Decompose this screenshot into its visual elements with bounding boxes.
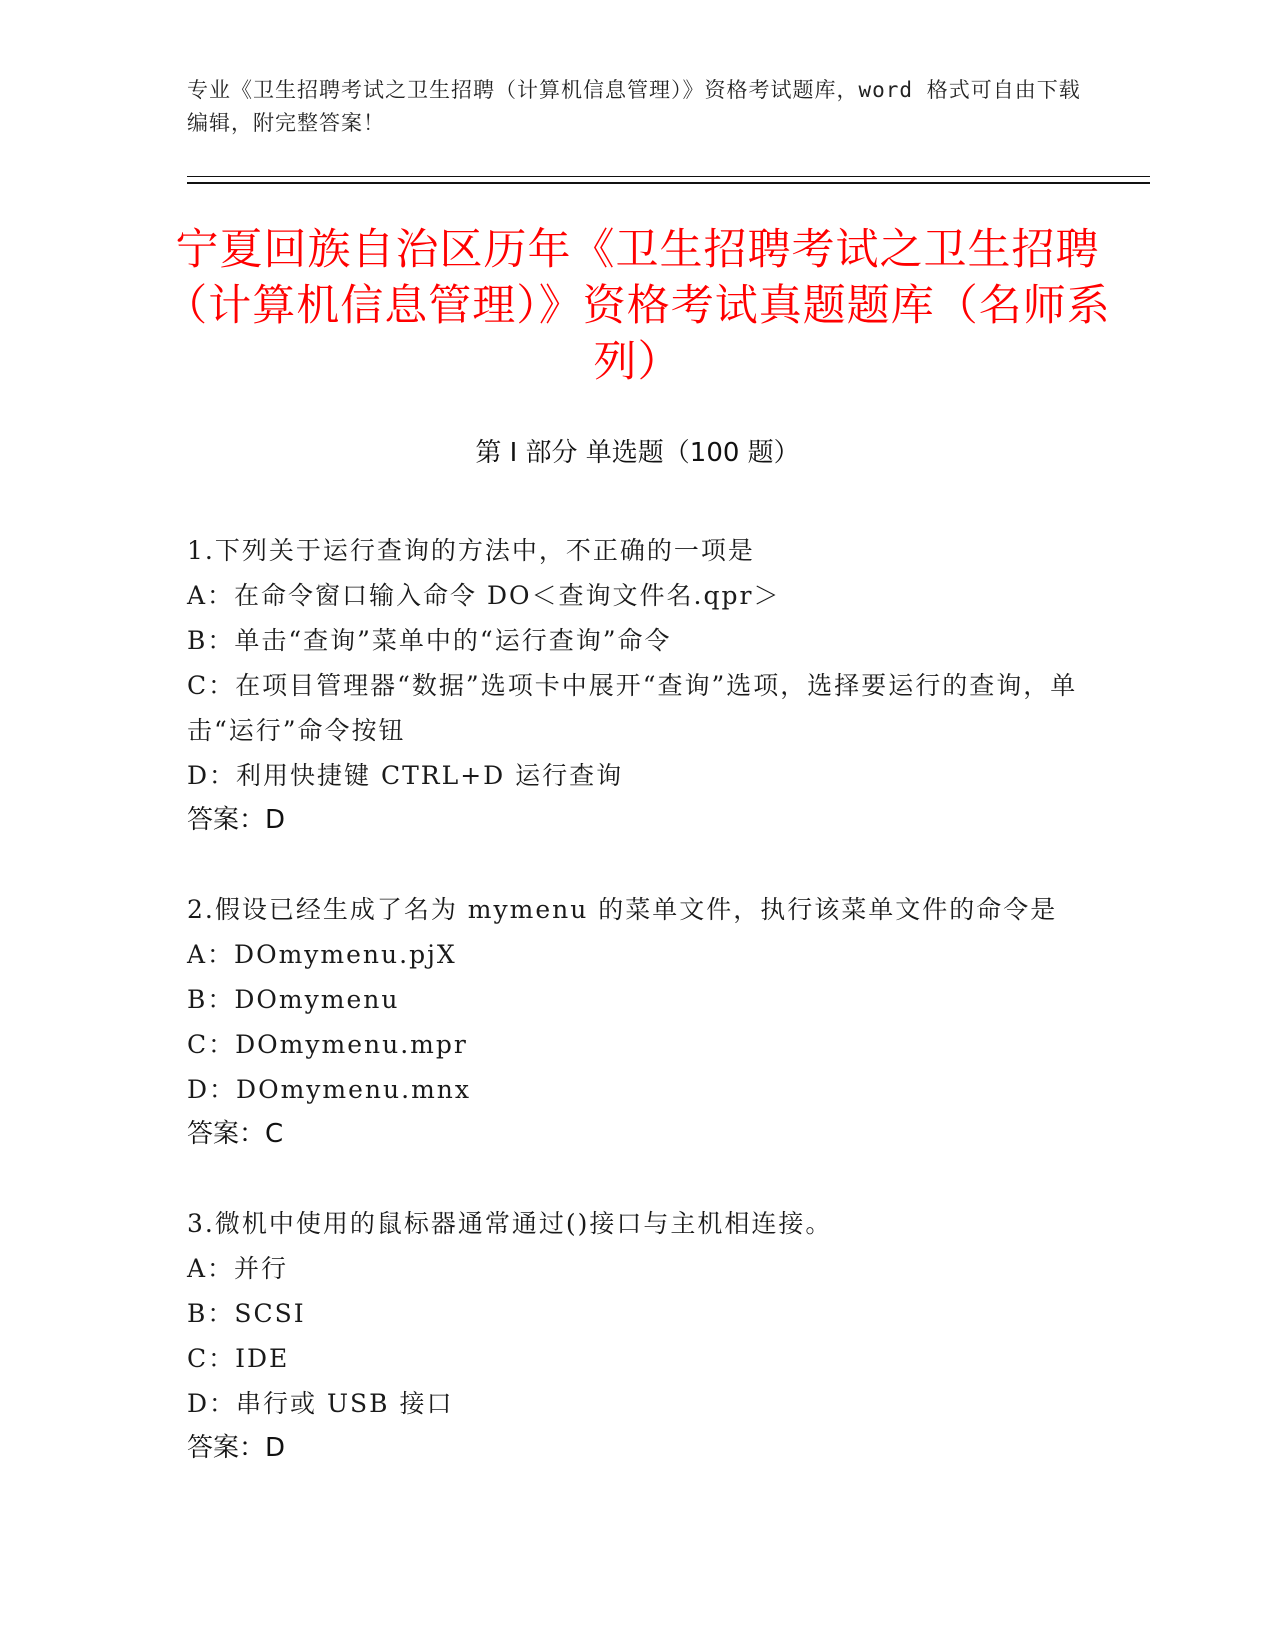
section-title: 第 I 部分 单选题（100 题）	[475, 438, 800, 468]
header-divider-thin	[187, 176, 1150, 177]
question-list	[187, 528, 1087, 1515]
option-c: C：IDE	[187, 1344, 290, 1373]
question-1	[187, 528, 1087, 843]
answer: 答案：D	[187, 1433, 286, 1463]
option-c: C：在项目管理器“数据”选项卡中展开“查询”选项，选择要运行的查询，单击“运行”命令按钮	[187, 671, 1078, 745]
document-title: 宁夏回族自治区历年《卫生招聘考试之卫生招聘（计算机信息管理）》资格考试真题题库（名师系列）	[164, 225, 1111, 387]
question-stem: 1.下列关于运行查询的方法中，不正确的一项是	[187, 536, 755, 565]
answer: 答案：D	[187, 805, 286, 835]
option-b: B：SCSI	[187, 1299, 306, 1328]
option-c: C：DOmymenu.mpr	[187, 1030, 468, 1059]
question-stem: 2.假设已经生成了名为 mymenu 的菜单文件，执行该菜单文件的命令是	[187, 895, 1058, 924]
option-b: B：DOmymenu	[187, 985, 400, 1014]
option-d: D：串行或 USB 接口	[187, 1389, 454, 1418]
option-a: A：在命令窗口输入命令 DO＜查询文件名.qpr＞	[187, 581, 781, 610]
option-d: D：DOmymenu.mnx	[187, 1075, 471, 1104]
option-a: A：DOmymenu.pjX	[187, 940, 457, 969]
question-2	[187, 887, 1087, 1157]
option-d: D：利用快捷键 CTRL+D 运行查询	[187, 761, 624, 790]
option-b: B：单击“查询”菜单中的“运行查询”命令	[187, 626, 672, 655]
header-divider-thick	[187, 182, 1150, 184]
question-stem: 3.微机中使用的鼠标器通常通过()接口与主机相连接。	[187, 1209, 833, 1238]
option-a: A：并行	[187, 1254, 289, 1283]
answer: 答案：C	[187, 1119, 284, 1149]
question-3	[187, 1201, 1087, 1471]
header-note: 专业《卫生招聘考试之卫生招聘（计算机信息管理）》资格考试题库，word 格式可自由下载编辑，附完整答案！	[187, 78, 1081, 135]
